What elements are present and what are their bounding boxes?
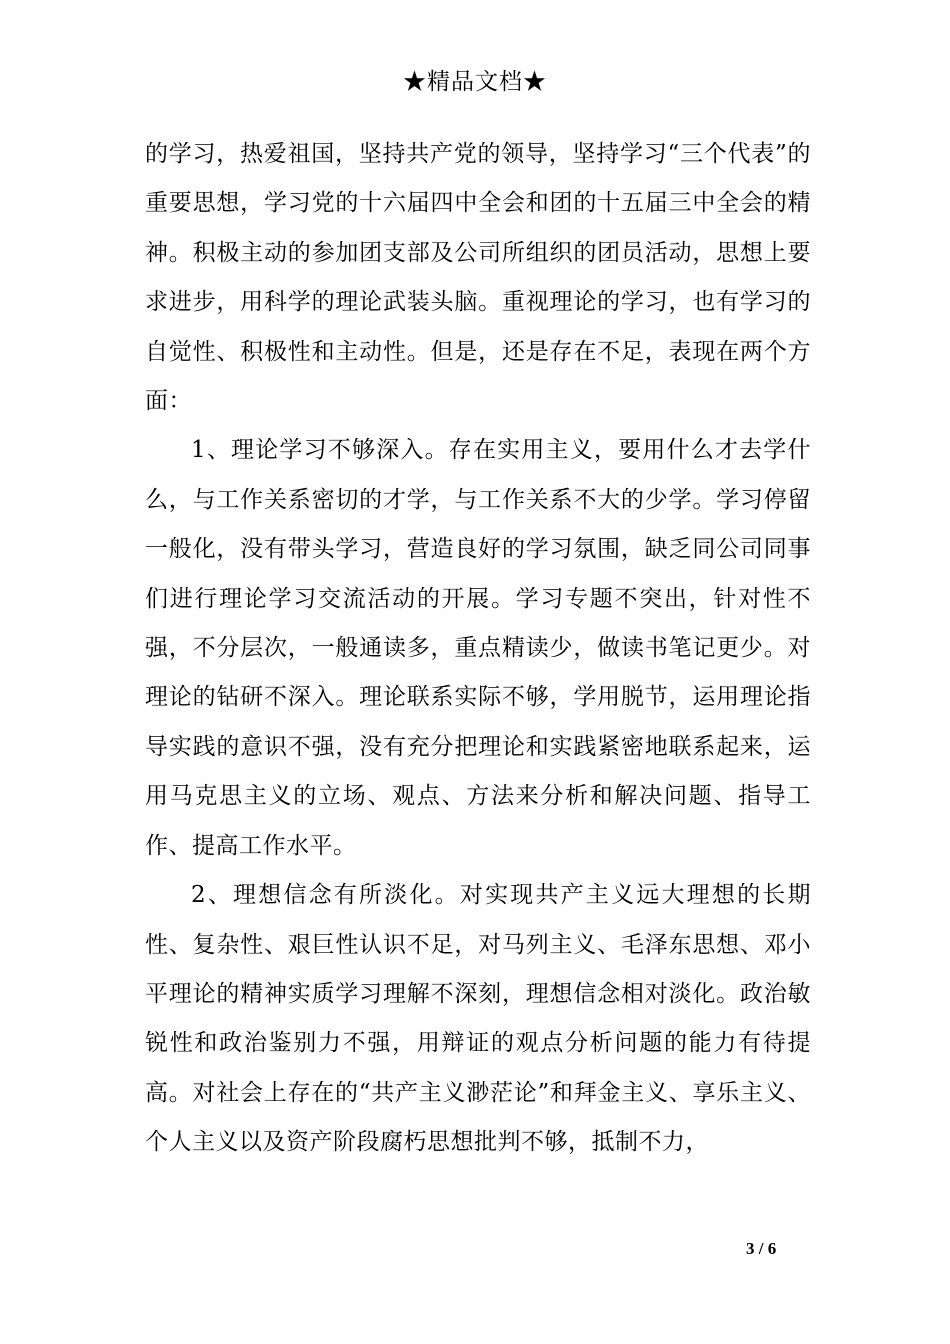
document-body bbox=[145, 130, 811, 1168]
body-paragraph: 1、理论学习不够深入。存在实用主义，要用什么才去学什么，与工作关系密切的才学，与工作关系不大的少学。学习停留一般化，没有带头学习，营造良好的学习氛围，缺乏同公司同事们进行理论学习交流活动的开展。学习专题不突出，针对性不强，不分层次，一般通读多，重点精读少，做读书笔记更少。对理论的钻研不深入。理论联系实际不够，学用脱节，运用理论指导实践的意识不强，没有充分把理论和实践紧密地联系起来，运用马克思主义的立场、观点、方法来分析和解决问题、指导工作、提高工作水平。 bbox=[145, 437, 811, 859]
page-number: 3 / 6 bbox=[746, 1239, 777, 1258]
body-paragraph: 2、理想信念有所淡化。对实现共产主义远大理想的长期性、复杂性、艰巨性认识不足，对马列主义、毛泽东思想、邓小平理论的精神实质学习理解不深刻，理想信念相对淡化。政治敏锐性和政治鉴别力不强，用辩证的观点分析问题的能力有待提高。对社会上存在的“共产主义渺茫论”和拜金主义、享乐主义、个人主义以及资产阶段腐朽思想批判不够，抵制不力， bbox=[145, 882, 811, 1156]
body-paragraph: 的学习，热爱祖国，坚持共产党的领导，坚持学习“三个代表”的重要思想，学习党的十六届四中全会和团的十五届三中全会的精神。积极主动的参加团支部及公司所组织的团员活动，思想上要求进步，用科学的理论武装头脑。重视理论的学习，也有学习的自觉性、积极性和主动性。但是，还是存在不足，表现在两个方面： bbox=[145, 141, 811, 415]
document-header: ★精品文档★ bbox=[403, 69, 547, 95]
